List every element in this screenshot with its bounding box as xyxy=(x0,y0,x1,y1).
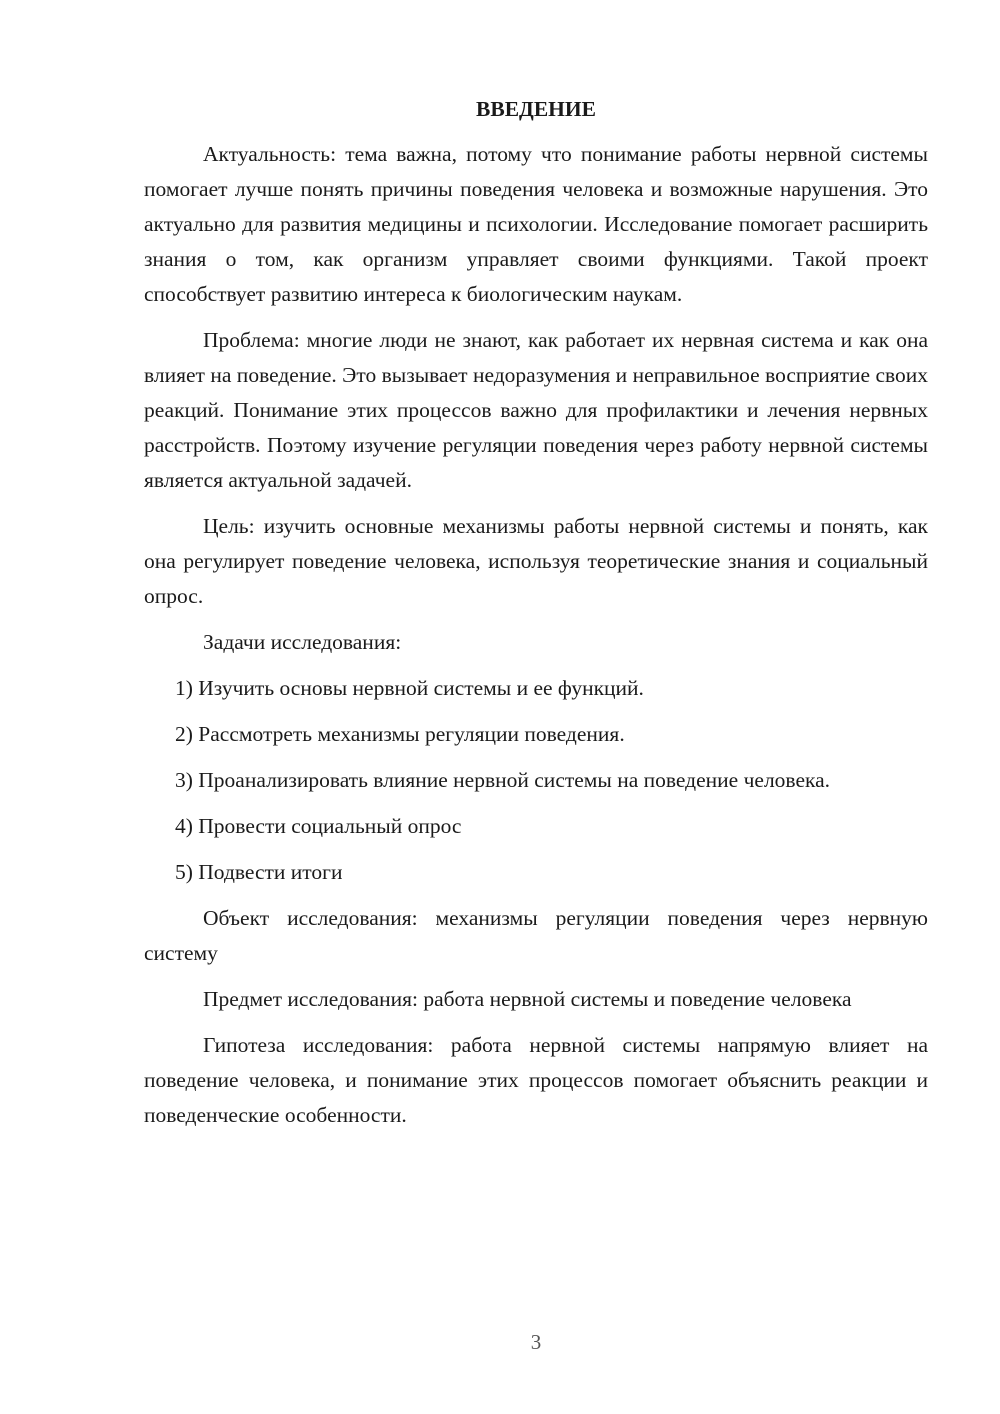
problem-paragraph: Проблема: многие люди не знают, как работает их нервная система и как она влияет на поведение. Это вызывает недоразумения и неправильное восприятие своих реакций. Понимание этих процессов важно для профилактики и лечения нервных расстройств. Поэтому изучение регуляции поведения через работу нервной системы является актуальной задачей. xyxy=(144,328,928,492)
object-paragraph: Объект исследования: механизмы регуляции поведения через нервную систему xyxy=(144,906,928,965)
relevance-paragraph: Актуальность: тема важна, потому что понимание работы нервной системы помогает лучше понять причины поведения человека и возможные нарушения. Это актуально для развития медицины и психологии. Исследование помогает расширить знания о том, как организм управляет своими функциями. Такой проект способствует развитию интереса к биологическим наукам. xyxy=(144,142,928,306)
page-number: 3 xyxy=(530,1330,542,1354)
section-title: ВВЕДЕНИЕ xyxy=(476,97,596,121)
goal-paragraph: Цель: изучить основные механизмы работы нервной системы и понять, как она регулирует поведение человека, используя теоретические знания и социальный опрос. xyxy=(144,514,928,608)
task-item: 5) Подвести итоги xyxy=(175,860,343,884)
task-item: 4) Провести социальный опрос xyxy=(175,814,462,838)
document-page xyxy=(144,92,928,1144)
hypothesis-paragraph: Гипотеза исследования: работа нервной системы напрямую влияет на поведение человека, и понимание этих процессов помогает объяснить реакции и поведенческие особенности. xyxy=(144,1033,928,1127)
subject-paragraph: Предмет исследования: работа нервной системы и поведение человека xyxy=(203,987,852,1011)
tasks-heading: Задачи исследования: xyxy=(203,630,402,654)
task-item: 2) Рассмотреть механизмы регуляции поведения. xyxy=(175,722,625,746)
task-item: 3) Проанализировать влияние нервной системы на поведение человека. xyxy=(175,768,831,792)
task-item: 1) Изучить основы нервной системы и ее функций. xyxy=(175,676,644,700)
